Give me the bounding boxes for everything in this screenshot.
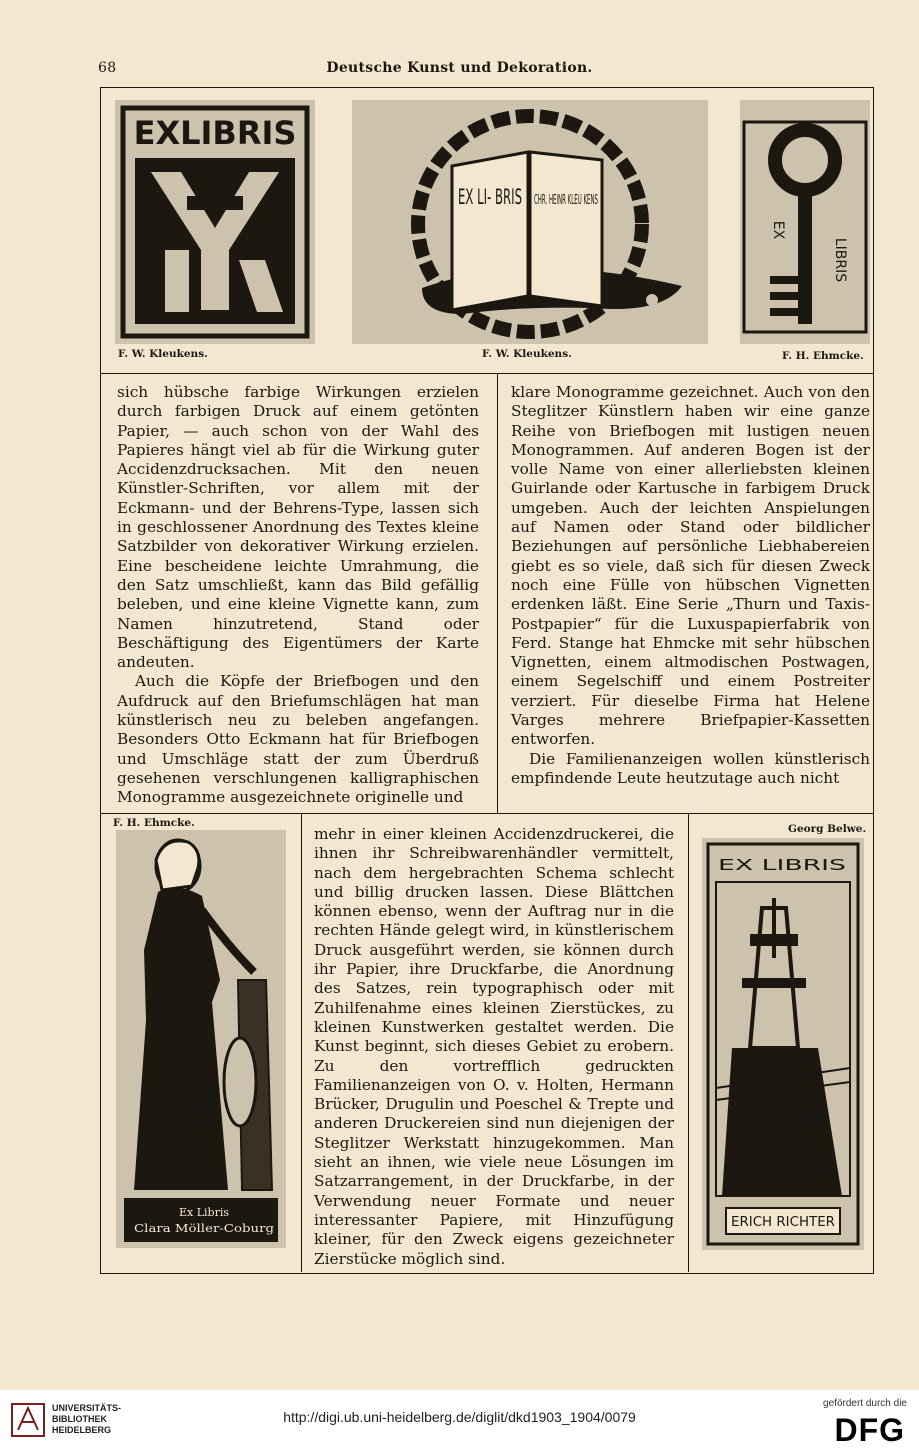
bookplate-kleukens-book-wreath (352, 100, 708, 344)
tower-bottom-lettering: ERICH RICHTER (731, 1215, 835, 1230)
column-divider-lower-right (688, 813, 689, 1272)
library-name-line: BIBLIOTHEK (52, 1414, 107, 1424)
dfg-logo: DFG (834, 1412, 905, 1448)
bookplate-tower-art (702, 838, 864, 1250)
digitization-footer (0, 1390, 919, 1456)
paragraph: mehr in einer kleinen Accidenzdruckerei, die ihnen ihr Schreibwarenhändler vermittelt, nach dem hergebrachten Schema schlecht und billig drucken lassen. Diese Blättchen können ebenso, wenn der Auftrag nur in die rechten Hände gelegt wird, in künstlerischem Druck ausgeführt werden, sie können durch ihr Papier, ihre Druckfarbe, die Anordnung des Satzes, rein typographisch oder mit Zuhilfenahme eines kleinen Zierstückes, zu kleinen Kunstwerken gestaltet werden. Die Kunst beginnt, sich dieses Gebiet zu erobern. Zu den vortrefflich gedruckten Familienanzeigen von O. v. Holten, Hermann Brücker, Drugulin und Poeschel & Trepte und anderen Druckereien sind nun diejenigen der Steglitzer Werkstatt hinzugekommen. Man sieht an ihnen, wie viele neue Lösungen im Satzarrangement, in der Druckfarbe, in der Verwendung neuer Formate und neuer interessanter Papiere, mit Hinzufügung kleiner, für den Zweck eigens gezeichneter Zierstücke möglich sind. (314, 825, 674, 1268)
bookplate-book-wreath-art (352, 100, 708, 344)
column-divider-lower-left (301, 813, 302, 1272)
text-column-lower-middle (314, 825, 674, 1269)
rule-above-bottom-section (100, 813, 874, 814)
exlibris-lettering: EXLIBRIS (133, 114, 297, 152)
caption-artist-2: F. W. Kleukens. (482, 348, 572, 360)
library-name-line: HEIDELBERG (52, 1425, 112, 1435)
journal-title: Deutsche Kunst und Dekoration. (326, 60, 593, 76)
bookplate-kleukens-monogram (115, 100, 315, 344)
rule-under-top-captions (100, 373, 874, 374)
key-left-lettering: EX (770, 220, 786, 240)
paragraph: klare Monogramme gezeichnet. Auch von den Steglitzer Künstlern haben wir eine ganze Reihe von Briefbogen mit lustigen neuen Monogrammen. Auf anderen Bogen ist der volle Name von einer allerliebsten kleinen Guirlande oder Kartusche in farbigem Druck umgeben. Auch der leichten Anspielungen auf Namen oder Stand oder bildlicher Beziehungen auf persönliche Liebhabereien giebt es so viele, daß sich für diesen Zweck noch eine Fülle von hübschen Vignetten erdenken läßt. Eine Serie „Thurn und Taxis-Postpapier“ für die Luxuspapierfabrik von Ferd. Stange hat Ehmcke mit sehr hübschen Vignetten, einem altmodischen Postwagen, einem Segelschiff und einem Postreiter verziert. Für dieselbe Firma hat Helene Varges mehrere Briefpapier-Kassetten entworfen. (511, 383, 870, 749)
library-name-line: UNIVERSITÄTS- (52, 1403, 122, 1413)
tower-top-lettering: EX LIBRIS (718, 856, 846, 874)
book-left-lettering: EX LI- BRIS (458, 185, 522, 209)
bookplate-ehmcke-woman-lute (116, 830, 286, 1248)
bookplate-key-art (740, 100, 870, 344)
text-column-upper-left (117, 383, 479, 808)
funding-note: gefördert durch die (823, 1398, 907, 1409)
caption-artist-3: F. H. Ehmcke. (782, 350, 864, 362)
caption-artist-1: F. W. Kleukens. (118, 348, 208, 360)
woman-plate-line1: Ex Libris (178, 1206, 230, 1219)
paragraph: Auch die Köpfe der Briefbogen und den Aufdruck auf den Briefumschlägen hat man künstlerisch neu zu beleben angefangen. Besonders Otto Eckmann hat für Briefbogen und Umschläge statt der zum Überdruß gesehenen verschlungenen kalligraphischen Monogramme ausgezeichnete originelle und (117, 672, 479, 807)
bookplate-woman-art (116, 830, 286, 1248)
key-right-lettering: LIBRIS (832, 237, 848, 283)
caption-artist-4: F. H. Ehmcke. (113, 817, 195, 829)
column-divider-upper (497, 373, 498, 813)
bookplate-ehmcke-key (740, 100, 870, 344)
bookplate-belwe-tower (702, 838, 864, 1250)
paragraph: Die Familienanzeigen wollen künstlerisch empfindende Leute heutzutage auch nicht (511, 749, 870, 787)
woman-plate-line2: Clara Möller-Coburg (134, 1222, 274, 1235)
bookplate-kleukens-monogram-art (115, 100, 315, 344)
permalink-url[interactable]: http://digi.ub.uni-heidelberg.de/diglit/dkd1903_1904/0079 (283, 1409, 636, 1425)
page-number: 68 (98, 60, 117, 76)
book-right-lettering: CHR. HEINR KLEU KENS (534, 193, 598, 208)
text-column-upper-right (511, 383, 870, 788)
paragraph: sich hübsche farbige Wirkungen erzielen durch farbigen Druck auf einem getönten Papier, — auch schon von der Wahl des Papieres hängt viel ab für die Wirkung guter Accidenzdrucksachen. Mit den neuen Künstler-Schriften, vor allem mit der Eckmann- und der Behrens-Type, lassen sich in geschlossener Anordnung des Textes kleine Satzbilder von dekorativer Wirkung erzielen. Eine bescheidene leichte Umrahmung, die den Satz umschließt, kann das Bild gefällig beleben, und eine kleine Vignette kann, zum Namen hinzutretend, Stand oder Beschäftigung des Eigentümers der Karte andeuten. (117, 383, 479, 672)
caption-artist-5: Georg Belwe. (788, 823, 867, 835)
